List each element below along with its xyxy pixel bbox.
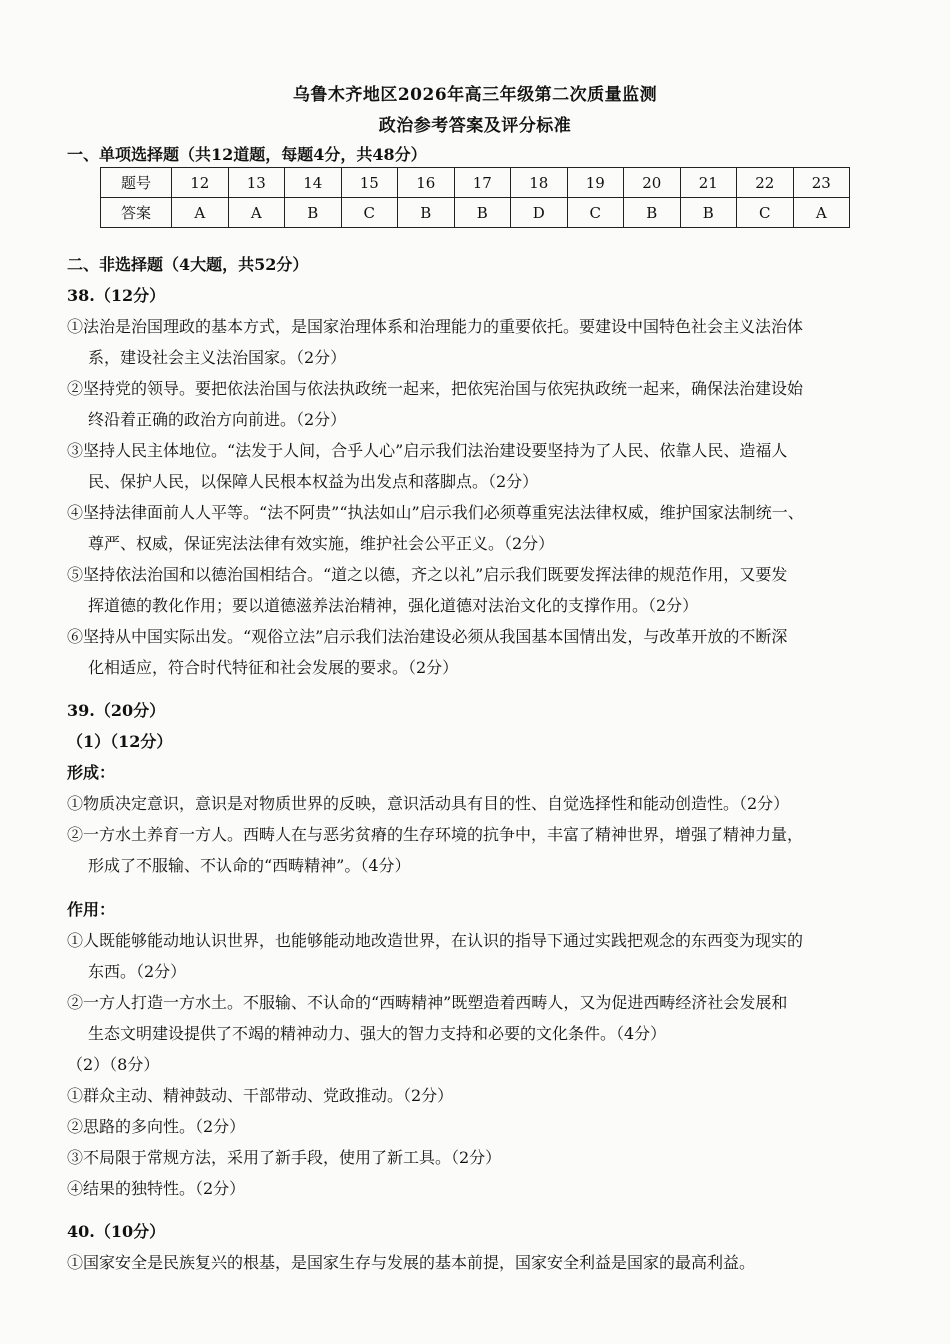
- answer-row: [101, 198, 850, 228]
- question-number-row: [101, 168, 850, 198]
- question-number: 16: [398, 168, 455, 198]
- answer-cell: A: [793, 198, 850, 228]
- q39-formation-point-2-cont: 形成了不服输、不认命的“西畴精神”。（4分）: [88, 856, 411, 875]
- q38-point-6: ⑥坚持从中国实际出发。“观俗立法”启示我们法治建设必须从我国基本国情出发，与改革开放的不断深: [67, 627, 788, 646]
- answer-cell: B: [285, 198, 342, 228]
- q39-part2-point-3: ③不局限于常规方法，采用了新手段，使用了新工具。（2分）: [67, 1148, 502, 1167]
- q39-effect-label: 作用：: [67, 900, 116, 919]
- q39-heading: 39.（20分）: [67, 701, 166, 720]
- question-number: 17: [454, 168, 511, 198]
- q38-point-1: ①法治是治国理政的基本方式，是国家治理体系和治理能力的重要依托。要建设中国特色社会主义法治体: [67, 317, 804, 336]
- answer-cell: B: [624, 198, 681, 228]
- answer-cell: C: [737, 198, 794, 228]
- q39-formation-point-1: ①物质决定意识，意识是对物质世界的反映，意识活动具有目的性、自觉选择性和能动创造性。（2分）: [67, 794, 790, 813]
- answer-table: [100, 167, 850, 228]
- answer-cell: A: [228, 198, 285, 228]
- q38-point-2: ②坚持党的领导。要把依法治国与依法执政统一起来，把依宪治国与依宪执政统一起来，确保法治建设始: [67, 379, 804, 398]
- q38-heading: 38.（12分）: [67, 286, 166, 305]
- q39-part2-point-4: ④结果的独特性。（2分）: [67, 1179, 246, 1198]
- row-label-question: 题号: [101, 168, 172, 198]
- q39-part2-point-1: ①群众主动、精神鼓动、干部带动、党政推动。（2分）: [67, 1086, 454, 1105]
- question-number: 14: [285, 168, 342, 198]
- q40-point-1: ①国家安全是民族复兴的根基，是国家生存与发展的基本前提，国家安全利益是国家的最高利益。: [67, 1253, 756, 1272]
- q38-point-4: ④坚持法律面前人人平等。“法不阿贵”“执法如山”启示我们必须尊重宪法法律权威，维护国家法制统一、: [67, 503, 804, 522]
- answer-cell: D: [511, 198, 568, 228]
- q39-part1-heading: （1）（12分）: [67, 732, 173, 751]
- answer-cell: A: [172, 198, 229, 228]
- q39-effect-point-1-cont: 东西。（2分）: [88, 962, 187, 981]
- answer-cell: B: [454, 198, 511, 228]
- q38-point-4-cont: 尊严、权威，保证宪法法律有效实施，维护社会公平正义。（2分）: [88, 534, 555, 553]
- document-subtitle: 政治参考答案及评分标准: [378, 116, 572, 136]
- q40-heading: 40.（10分）: [67, 1222, 166, 1241]
- q39-effect-point-1: ①人既能够能动地认识世界，也能够能动地改造世界，在认识的指导下通过实践把观念的东西变为现实的: [67, 931, 804, 950]
- q39-part2-point-2: ②思路的多向性。（2分）: [67, 1117, 246, 1136]
- question-number: 21: [680, 168, 737, 198]
- q38-point-1-cont: 系，建设社会主义法治国家。（2分）: [88, 348, 347, 367]
- q38-point-6-cont: 化相适应，符合时代特征和社会发展的要求。（2分）: [88, 658, 459, 677]
- question-number: 12: [172, 168, 229, 198]
- answer-cell: C: [341, 198, 398, 228]
- answer-cell: B: [398, 198, 455, 228]
- row-label-answer: 答案: [101, 198, 172, 228]
- q38-point-3: ③坚持人民主体地位。“法发于人间，合乎人心”启示我们法治建设要坚持为了人民、依靠人民、造福人: [67, 441, 788, 460]
- question-number: 19: [567, 168, 624, 198]
- q38-point-5: ⑤坚持依法治国和以德治国相结合。“道之以德，齐之以礼”启示我们既要发挥法律的规范作用，又要发: [67, 565, 788, 584]
- q39-formation-label: 形成：: [67, 763, 116, 782]
- question-number: 18: [511, 168, 568, 198]
- q39-effect-point-2-cont: 生态文明建设提供了不竭的精神动力、强大的智力支持和必要的文化条件。（4分）: [88, 1024, 667, 1043]
- question-number: 23: [793, 168, 850, 198]
- answer-cell: B: [680, 198, 737, 228]
- q38-point-3-cont: 民、保护人民，以保障人民根本权益为出发点和落脚点。（2分）: [88, 472, 539, 491]
- section2-heading: 二、非选择题（4大题，共52分）: [67, 255, 309, 274]
- q38-point-5-cont: 挥道德的教化作用；要以道德滋养法治精神，强化道德对法治文化的支撑作用。（2分）: [88, 596, 699, 615]
- q38-point-2-cont: 终沿着正确的政治方向前进。（2分）: [88, 410, 347, 429]
- q39-effect-point-2: ②一方人打造一方水土。不服输、不认命的“西畴精神”既塑造着西畴人，又为促进西畴经济社会发展和: [67, 993, 788, 1012]
- question-number: 15: [341, 168, 398, 198]
- answer-cell: C: [567, 198, 624, 228]
- document-title: 乌鲁木齐地区2026年高三年级第二次质量监测: [292, 85, 658, 105]
- question-number: 13: [228, 168, 285, 198]
- q39-formation-point-2: ②一方水土养育一方人。西畴人在与恶劣贫瘠的生存环境的抗争中，丰富了精神世界，增强了精神力量，: [67, 825, 804, 844]
- section1-heading: 一、单项选择题（共12道题，每题4分，共48分）: [67, 145, 427, 164]
- question-number: 20: [624, 168, 681, 198]
- q39-part2-heading: （2）（8分）: [67, 1055, 160, 1074]
- question-number: 22: [737, 168, 794, 198]
